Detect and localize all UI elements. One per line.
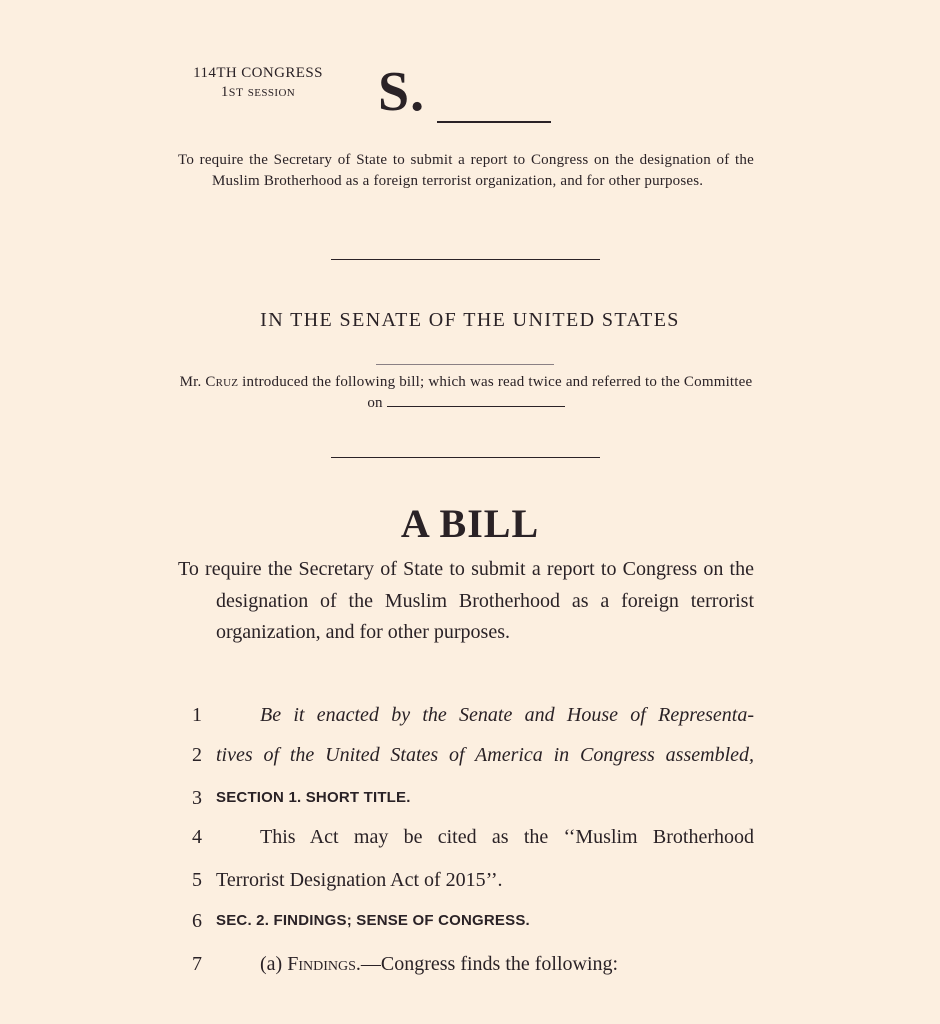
findings-label: Findings — [287, 953, 356, 975]
congress-session-block — [170, 64, 346, 102]
bill-heading: A BILL — [400, 501, 540, 546]
section-heading: SEC. 2. FINDINGS; SENSE OF CONGRESS. — [216, 912, 530, 929]
sponsor-name: Cruz — [205, 374, 239, 390]
introduction: Mr. Cruz introduced the following bill; which was read twice and referred to the Committee on — [179, 374, 753, 411]
short-divider — [376, 364, 554, 365]
divider-rule — [331, 259, 600, 260]
senate-heading: IN THE SENATE OF THE UNITED STATES — [260, 309, 680, 331]
top-purpose: To require the Secretary of State to submit a report to Congress on the designation of the Muslim Brotherhood as a foreign terrorist organization, and for other purposes. — [178, 152, 754, 189]
short-title-text: This Act may be cited as the ‘‘Muslim Brotherhood — [260, 826, 754, 848]
enacting-clause: Be it enacted by the Senate and House of Representa- — [260, 704, 754, 726]
line-number: 7 — [192, 953, 202, 975]
session-word: session — [247, 84, 296, 100]
short-title-text-continued: Terrorist Designation Act of 2015’’. — [216, 869, 503, 891]
line-number: 1 — [192, 704, 202, 726]
main-purpose: To require the Secretary of State to submit a report to Congress on the designation of the Muslim Brotherhood as a foreign terrorist organization, and for other purposes. — [178, 558, 754, 643]
bill-number-blank — [437, 121, 551, 123]
line-number: 4 — [192, 826, 202, 848]
section-heading: SECTION 1. SHORT TITLE. — [216, 789, 411, 806]
line-number: 5 — [192, 869, 202, 891]
divider-rule — [331, 457, 600, 458]
findings-line: (a) Findings.—Congress finds the following: — [260, 953, 619, 975]
line-number: 6 — [192, 910, 202, 932]
congress-label: 114TH CONGRESS — [193, 65, 323, 81]
enacting-clause-continued: tives of the United States of America in Congress assembled, — [216, 744, 754, 766]
bill-number-prefix: S. — [378, 61, 426, 123]
session-label: 1ST session — [220, 84, 296, 100]
committee-blank — [387, 405, 565, 407]
line-number: 3 — [192, 787, 202, 809]
line-number: 2 — [192, 744, 202, 766]
